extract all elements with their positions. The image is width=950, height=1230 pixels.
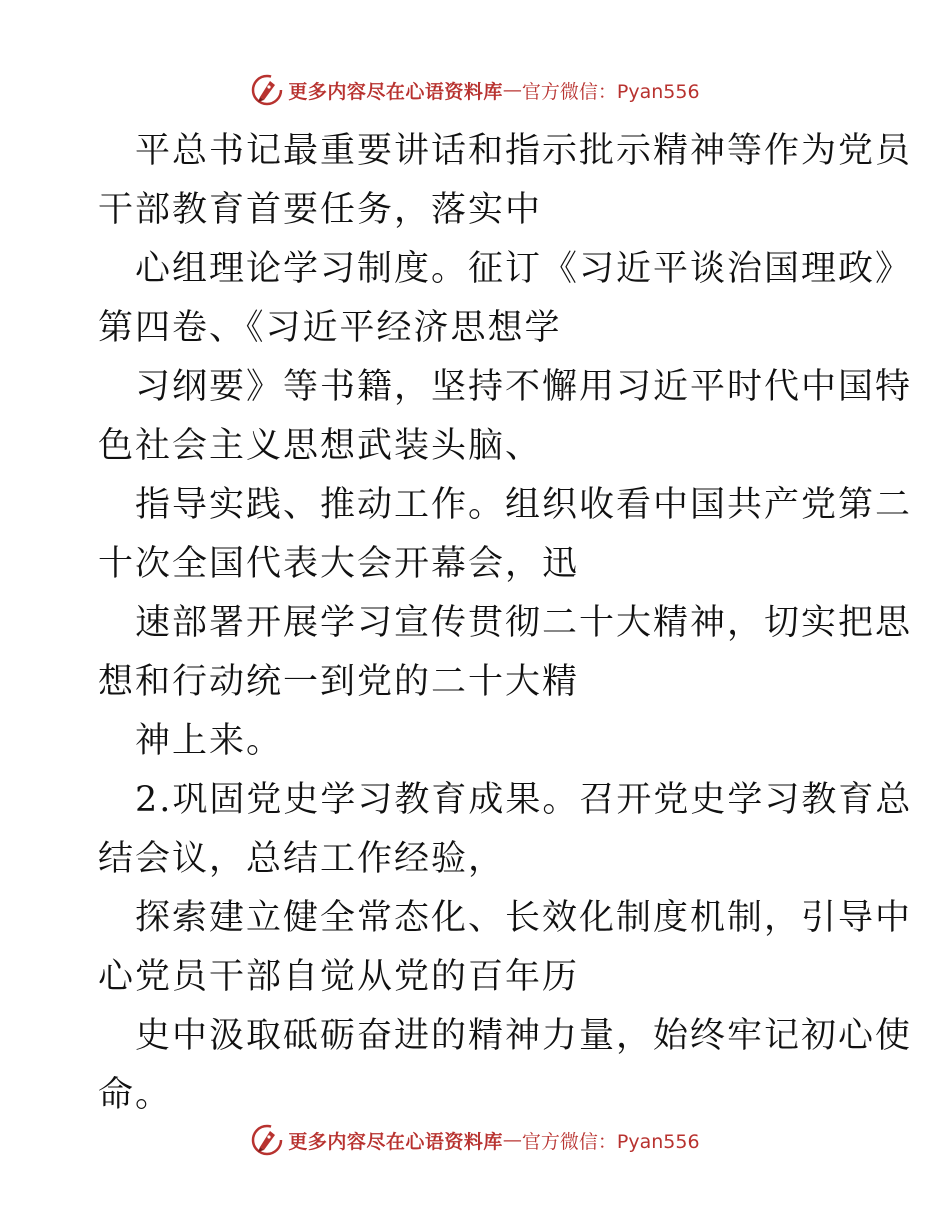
text-line: 心组理论学习制度。征订《习近平谈治国理政》 [135,249,913,289]
banner-separator: — [502,1129,522,1151]
text-line: 第四卷、《习近平经济思想学 [98,308,562,348]
text-line: 心党员干部自觉从党的百年历 [98,957,580,997]
text-line: 2.巩固党史学习教育成果。召开党史学习教育总 [135,780,913,820]
header-banner [0,70,950,110]
document-body [98,122,913,1125]
text-line: 神上来。 [135,721,284,761]
text-line: 指导实践、推动工作。组织收看中国共产党第二 [135,485,913,525]
text-line: 干部教育首要任务，落实中 [98,190,543,230]
text-line: 速部署开展学习宣传贯彻二十大精神，切实把思 [135,603,913,643]
text-line: 平总书记最重要讲话和指示批示精神等作为党员 [135,131,913,171]
banner-contact-text: 官方微信：Pyan556 [521,1130,700,1153]
text-line: 十次全国代表大会开幕会，迅 [98,544,580,584]
fountain-pen-nib-icon [250,1123,284,1157]
text-line: 习纲要》等书籍，坚持不懈用习近平时代中国特 [135,367,913,407]
banner-contact-text: 官方微信：Pyan556 [521,80,700,103]
text-line: 史中汲取砥砺奋进的精神力量，始终牢记初心使 [135,1016,913,1056]
banner-separator: — [502,79,522,101]
text-line: 结会议，总结工作经验， [98,839,506,879]
fountain-pen-nib-icon [250,73,284,107]
text-line: 想和行动统一到党的二十大精 [98,662,580,702]
text-line: 探索建立健全常态化、长效化制度机制，引导中 [135,898,913,938]
banner-main-text: 更多内容尽在心语资料库 [288,80,503,103]
text-line: 色社会主义思想武装头脑、 [98,426,543,466]
banner-main-text: 更多内容尽在心语资料库 [288,1130,503,1153]
text-line: 命。 [98,1075,173,1115]
footer-banner [0,1120,950,1160]
